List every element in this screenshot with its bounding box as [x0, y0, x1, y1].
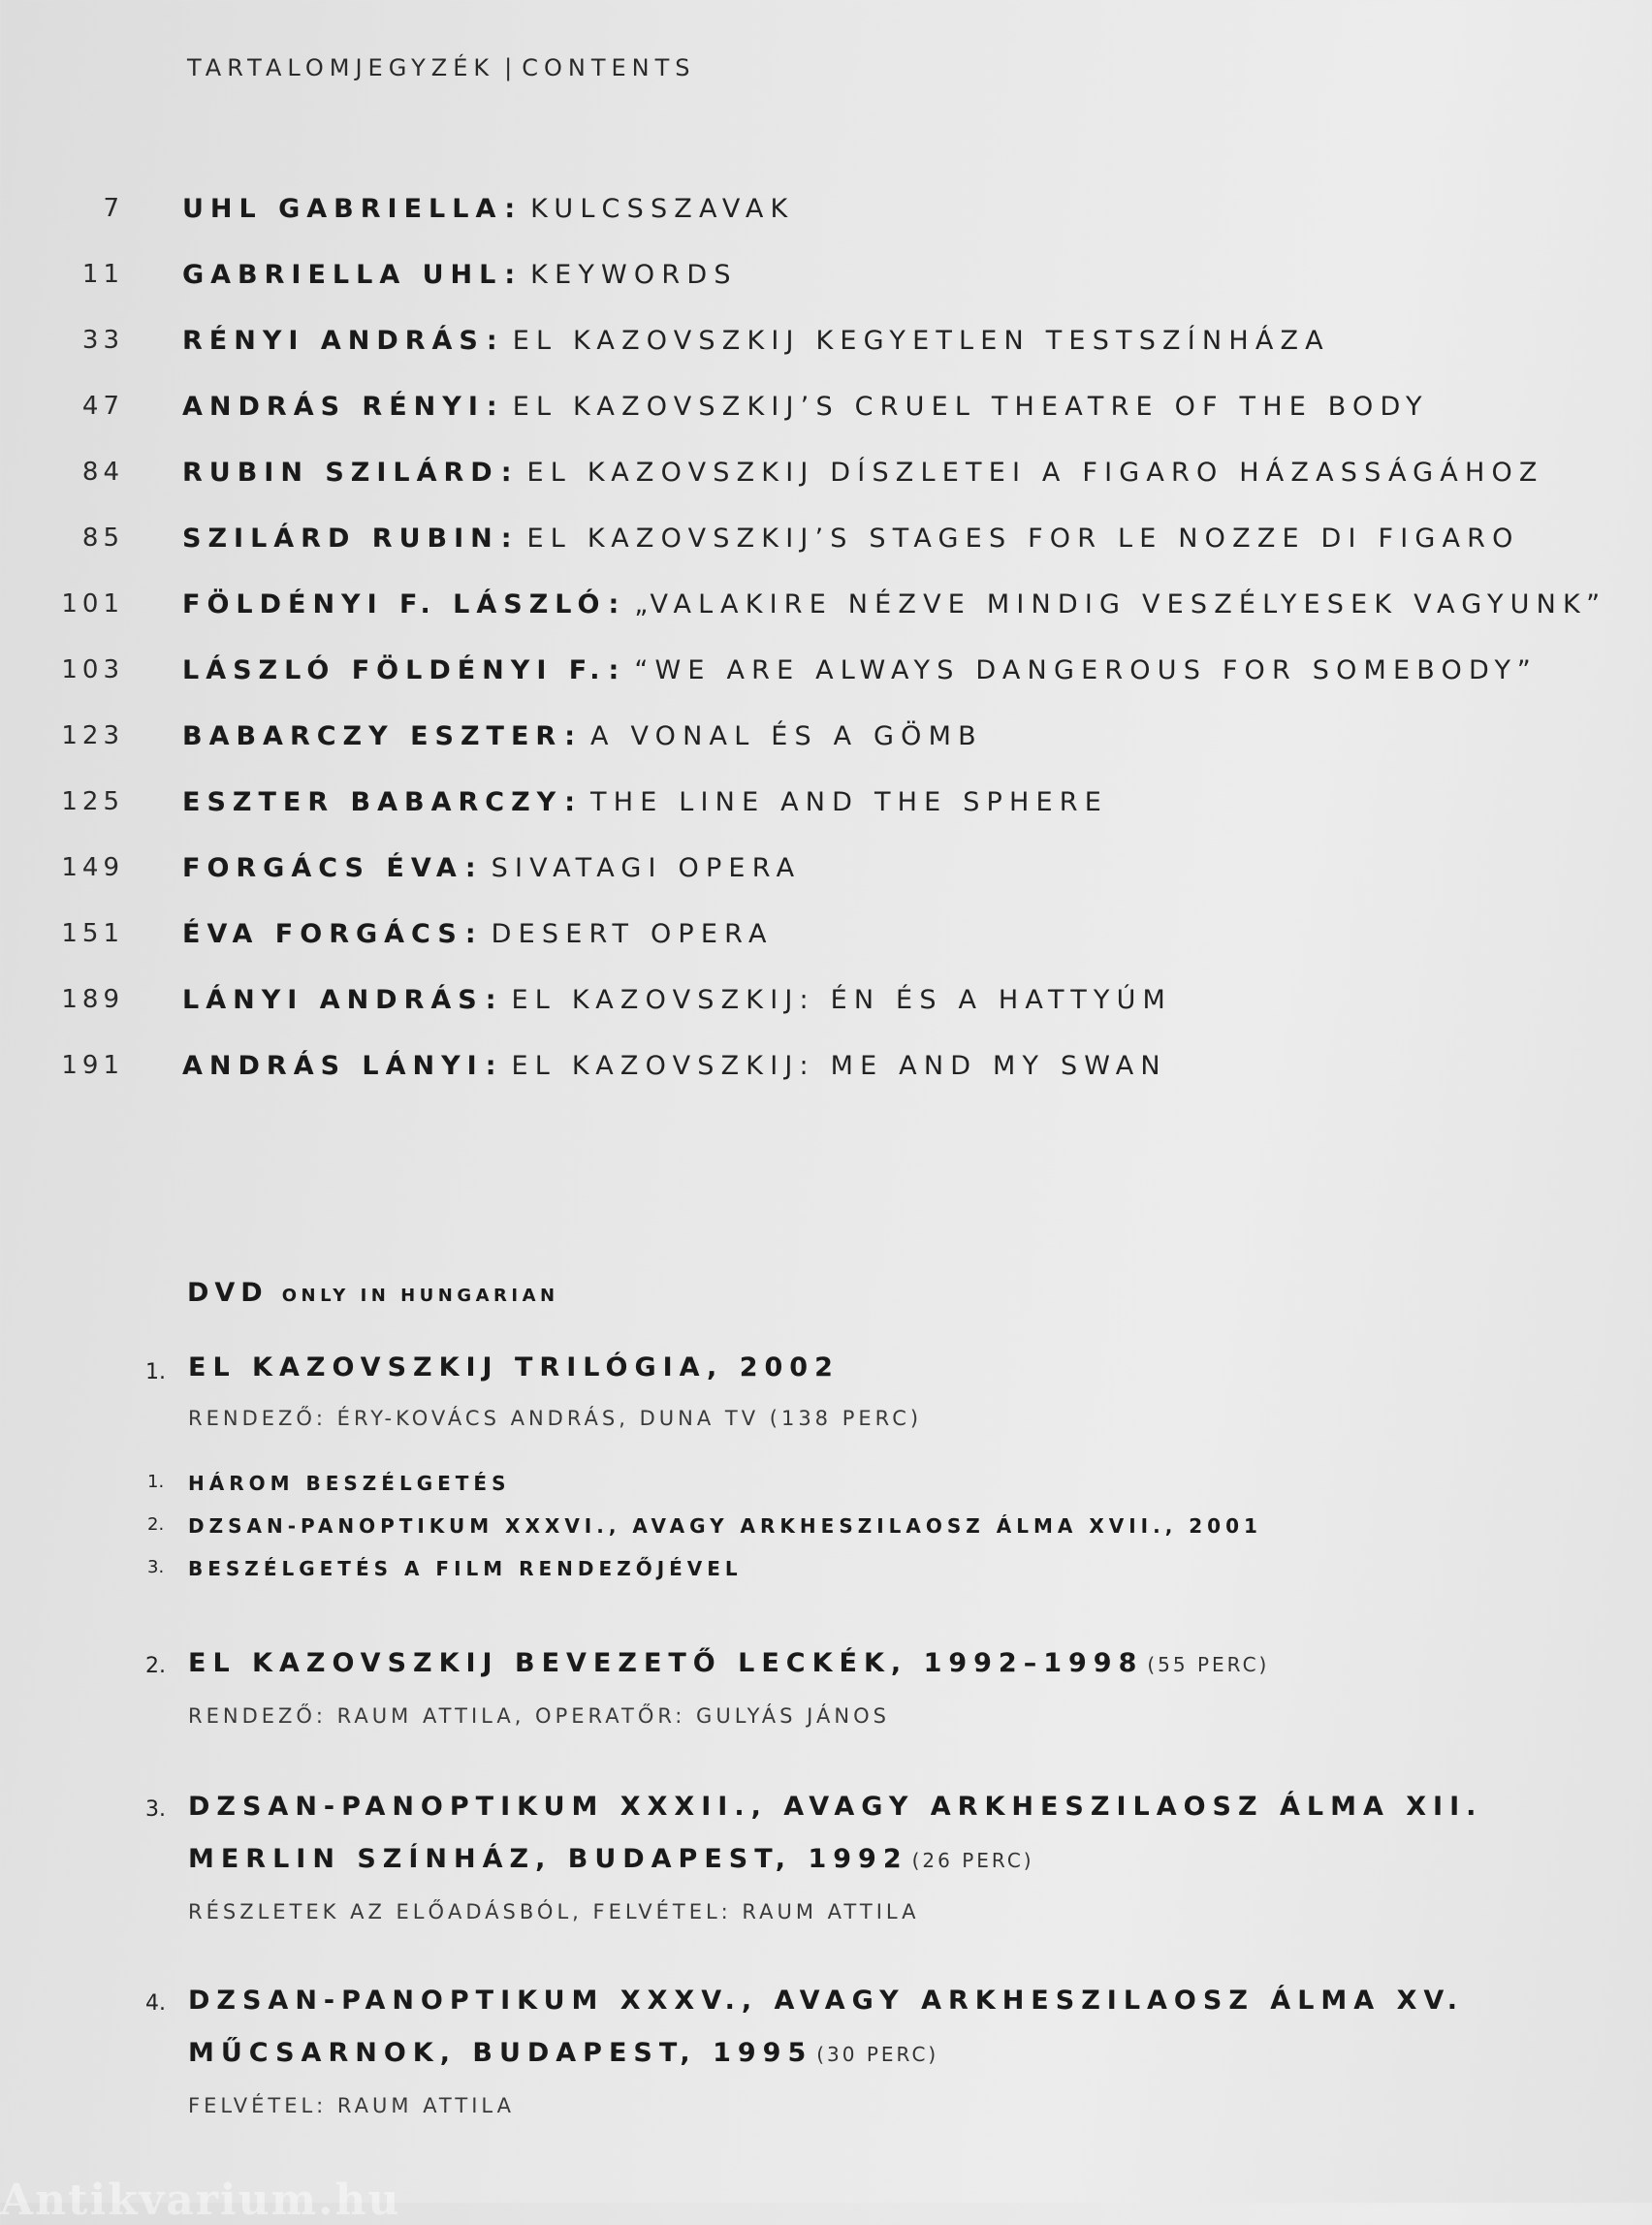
toc-author: ÉVA FORGÁCS — [182, 918, 463, 949]
toc-colon: : — [500, 457, 512, 488]
toc-page-number: 33 — [81, 326, 124, 355]
toc-row — [0, 1041, 1652, 1090]
header-english: CONTENTS — [522, 54, 696, 81]
toc-author: BABARCZY ESZTER — [182, 720, 563, 751]
toc-colon: : — [485, 1050, 496, 1081]
toc-row — [0, 448, 1652, 496]
toc-title: EL KAZOVSZKIJ: ÉN ÉS A HATTYÚM — [511, 984, 1173, 1015]
toc-row — [0, 778, 1652, 826]
toc-title: EL KAZOVSZKIJ’S STAGES FOR LE NOZZE DI FIGARO — [526, 523, 1520, 554]
toc-colon: : — [486, 391, 497, 422]
toc-author: RUBIN SZILÁRD — [182, 457, 499, 488]
toc-title: „VALAKIRE NÉZVE MINDIG VESZÉLYESEK VAGYUNK” — [634, 588, 1607, 620]
toc-author: FÖLDÉNYI F. LÁSZLÓ — [182, 588, 607, 620]
toc-title: THE LINE AND THE SPHERE — [590, 786, 1108, 817]
toc-title: EL KAZOVSZKIJ DÍSZLETEI A FIGARO HÁZASSÁGÁHOZ — [526, 457, 1544, 488]
toc-row — [0, 316, 1652, 365]
toc-author: UHL GABRIELLA — [182, 193, 503, 224]
toc-row — [0, 580, 1652, 628]
dvd-item-venue: MŰCSARNOK, BUDAPEST, 1995 — [188, 2038, 813, 2068]
toc-title: KULCSSZAVAK — [530, 193, 795, 224]
toc-colon: : — [564, 720, 576, 751]
toc-page-number: 84 — [81, 458, 124, 487]
toc-row — [0, 975, 1652, 1024]
dvd-item-title: DZSAN-PANOPTIKUM XXXV., AVAGY ARKHESZILAOSZ ÁLMA XV. — [188, 1986, 1465, 2016]
toc-colon: : — [486, 325, 497, 356]
toc-row — [0, 909, 1652, 958]
dvd-item-duration: (30 PERC) — [816, 2043, 939, 2066]
toc-page-number: 149 — [61, 853, 124, 882]
toc-title: KEYWORDS — [530, 259, 738, 290]
dvd-subitem-number: 3. — [147, 1557, 165, 1577]
toc-page-number: 151 — [61, 919, 124, 948]
toc-author: ANDRÁS LÁNYI — [182, 1050, 484, 1081]
toc-author: FORGÁCS ÉVA — [182, 852, 463, 883]
toc-row — [0, 843, 1652, 892]
toc-title: EL KAZOVSZKIJ KEGYETLEN TESTSZÍNHÁZA — [512, 325, 1330, 356]
dvd-item-credit: RENDEZŐ: RAUM ATTILA, OPERATŐR: GULYÁS JÁNOS — [188, 1704, 890, 1728]
dvd-item-duration: (26 PERC) — [911, 1849, 1034, 1872]
dvd-heading — [187, 1278, 559, 1308]
toc-colon: : — [464, 918, 476, 949]
dvd-item-title: DZSAN-PANOPTIKUM XXXII., AVAGY ARKHESZILAOSZ ÁLMA XII. — [188, 1792, 1483, 1822]
toc-page-number: 189 — [61, 985, 124, 1014]
toc-colon: : — [485, 984, 496, 1015]
toc-title: SIVATAGI OPERA — [491, 852, 802, 883]
toc-colon: : — [504, 259, 516, 290]
dvd-item-number: 3. — [145, 1797, 166, 1822]
header-hungarian: TARTALOMJEGYZÉK — [187, 54, 495, 81]
toc-author: LÁNYI ANDRÁS — [182, 984, 484, 1015]
toc-title: EL KAZOVSZKIJ’S CRUEL THEATRE OF THE BODY — [512, 391, 1429, 422]
toc-title: DESERT OPERA — [491, 918, 774, 949]
dvd-subitem-number: 2. — [147, 1514, 165, 1535]
dvd-item-title-line — [188, 2038, 938, 2068]
toc-title: A VONAL ÉS A GÖMB — [590, 720, 983, 751]
toc-page-number: 191 — [61, 1051, 124, 1080]
header-separator: | — [504, 54, 513, 81]
toc-page-number: 125 — [61, 787, 124, 816]
toc-author: ANDRÁS RÉNYI — [182, 391, 485, 422]
toc-page-number: 101 — [61, 589, 124, 619]
toc-title: EL KAZOVSZKIJ: ME AND MY SWAN — [511, 1050, 1167, 1081]
toc-colon: : — [608, 588, 620, 620]
toc-colon: : — [564, 786, 576, 817]
dvd-item-credit: RENDEZŐ: ÉRY-KOVÁCS ANDRÁS, DUNA TV (138 PERC) — [188, 1407, 923, 1430]
dvd-item-title-line — [188, 1648, 1269, 1678]
dvd-subitem-text: HÁROM BESZÉLGETÉS — [188, 1472, 511, 1495]
dvd-item-number: 4. — [145, 1991, 166, 2016]
dvd-item-title-line — [188, 1844, 1034, 1874]
toc-page-number: 85 — [81, 524, 124, 553]
dvd-item-venue: MERLIN SZÍNHÁZ, BUDAPEST, 1992 — [188, 1844, 908, 1874]
toc-author: LÁSZLÓ FÖLDÉNYI F. — [182, 654, 607, 685]
dvd-language-note: ONLY IN HUNGARIAN — [281, 1286, 559, 1306]
toc-page-number: 103 — [61, 655, 124, 684]
toc-colon: : — [608, 654, 620, 685]
dvd-item-title: EL KAZOVSZKIJ TRILÓGIA, 2002 — [188, 1352, 840, 1383]
toc-author: RÉNYI ANDRÁS — [182, 325, 485, 356]
toc-page-number: 123 — [61, 721, 124, 750]
dvd-item-number: 2. — [145, 1654, 166, 1678]
watermark: Antikvarium.hu — [0, 2176, 401, 2225]
toc-author: GABRIELLA UHL — [182, 259, 503, 290]
toc-row — [0, 514, 1652, 562]
toc-colon: : — [464, 852, 476, 883]
dvd-item-title: EL KAZOVSZKIJ BEVEZETŐ LECKÉK, 1992–1998 — [188, 1648, 1144, 1678]
toc-author: SZILÁRD RUBIN — [182, 523, 499, 554]
dvd-item-number: 1. — [145, 1360, 166, 1384]
toc-row — [0, 250, 1652, 299]
dvd-item-credit: RÉSZLETEK AZ ELŐADÁSBÓL, FELVÉTEL: RAUM ATTILA — [188, 1900, 920, 1923]
toc-row — [0, 646, 1652, 694]
toc-colon: : — [504, 193, 516, 224]
dvd-subitem-text: BESZÉLGETÉS A FILM RENDEZŐJÉVEL — [188, 1557, 743, 1580]
toc-colon: : — [500, 523, 512, 554]
toc-page-number: 47 — [81, 392, 124, 421]
dvd-label: DVD — [187, 1278, 269, 1308]
toc-page-number: 11 — [81, 260, 124, 289]
toc-row — [0, 712, 1652, 760]
dvd-item-duration: (55 PERC) — [1147, 1653, 1270, 1676]
toc-row — [0, 184, 1652, 233]
toc-row — [0, 382, 1652, 430]
dvd-subitem-number: 1. — [147, 1472, 165, 1492]
toc-title: “WE ARE ALWAYS DANGEROUS FOR SOMEBODY” — [634, 654, 1538, 685]
dvd-subitem-text: DZSAN-PANOPTIKUM XXXVI., AVAGY ARKHESZILAOSZ ÁLMA XVII., 2001 — [188, 1514, 1262, 1538]
toc-page-number: 7 — [103, 194, 124, 223]
toc-author: ESZTER BABARCZY — [182, 786, 563, 817]
dvd-item-credit: FELVÉTEL: RAUM ATTILA — [188, 2094, 515, 2117]
